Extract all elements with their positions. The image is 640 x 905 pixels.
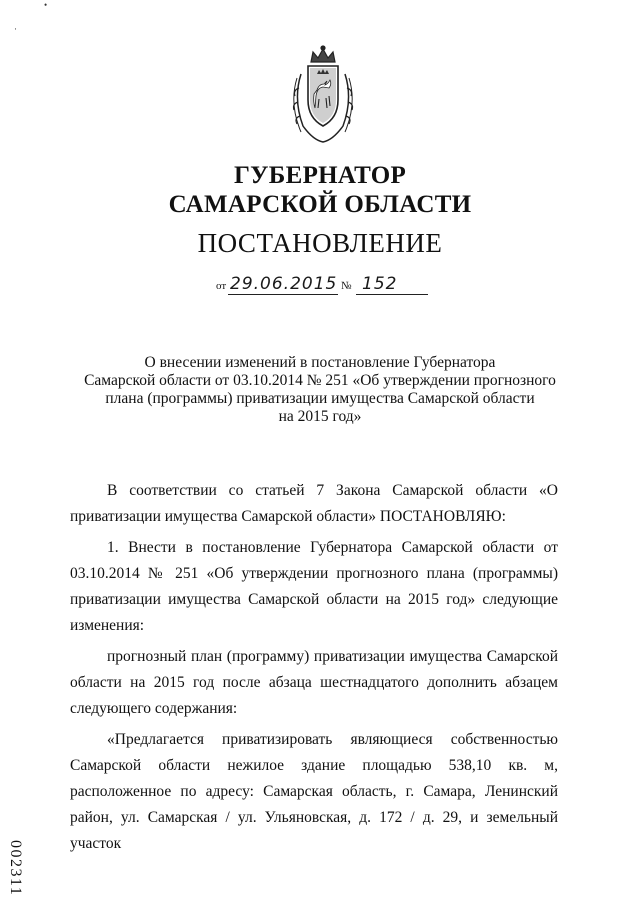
subject-line: на 2015 год» [278, 408, 362, 425]
number-underline [356, 294, 428, 295]
scan-speck: · [14, 24, 17, 34]
number-label: № [341, 280, 352, 292]
document-body [70, 478, 558, 862]
dateline [216, 274, 446, 296]
subject-line: О внесении изменений в постановление Губернатора [144, 354, 496, 371]
clause-1-paragraph: 1. Внести в постановление Губернатора Самарской области от 03.10.2014 № 251 «Об утверждении прогнозного плана (программы) приватизации имущества Самарской области на 2015 год» следующие изменения: [70, 539, 558, 634]
samara-coat-of-arms-icon [283, 44, 363, 144]
subject-line: плана (программы) приватизации имущества Самарской области [105, 390, 535, 407]
document-number: 152 [362, 274, 398, 294]
document-type: ПОСТАНОВЛЕНИЕ [197, 228, 443, 258]
amendment-paragraph: прогнозный план (программу) приватизации имущества Самарской области на 2015 год после абзаца шестнадцатого дополнить абзацем следующего содержания: [70, 648, 558, 717]
sheet-serial-number: 002311 [7, 840, 24, 897]
quoted-text-paragraph: «Предлагается приватизировать являющиеся собственностью Самарской области нежилое здание площадью 538,10 кв. м, расположенное по адресу: Самарская область, г. Самара, Ленинский район, ул. Самарская / ул. Ульяновская, д. 172 / д. 29, и земельный участок [70, 731, 558, 852]
issuer-title: ГУБЕРНАТОР [233, 162, 407, 189]
issuer-region: САМАРСКОЙ ОБЛАСТИ [168, 191, 472, 218]
subject-line: Самарской области от 03.10.2014 № 251 «Об утверждении прогнозного [84, 372, 556, 389]
preamble-paragraph: В соответствии со статьей 7 Закона Самарской области «О приватизации имущества Самарской области» ПОСТАНОВЛЯЮ: [70, 482, 558, 525]
date-label: от [216, 280, 227, 292]
document-subject [80, 354, 560, 426]
scan-speck: • [44, 0, 48, 10]
date-underline [228, 294, 338, 295]
document-date: 29.06.2015 [230, 274, 338, 294]
